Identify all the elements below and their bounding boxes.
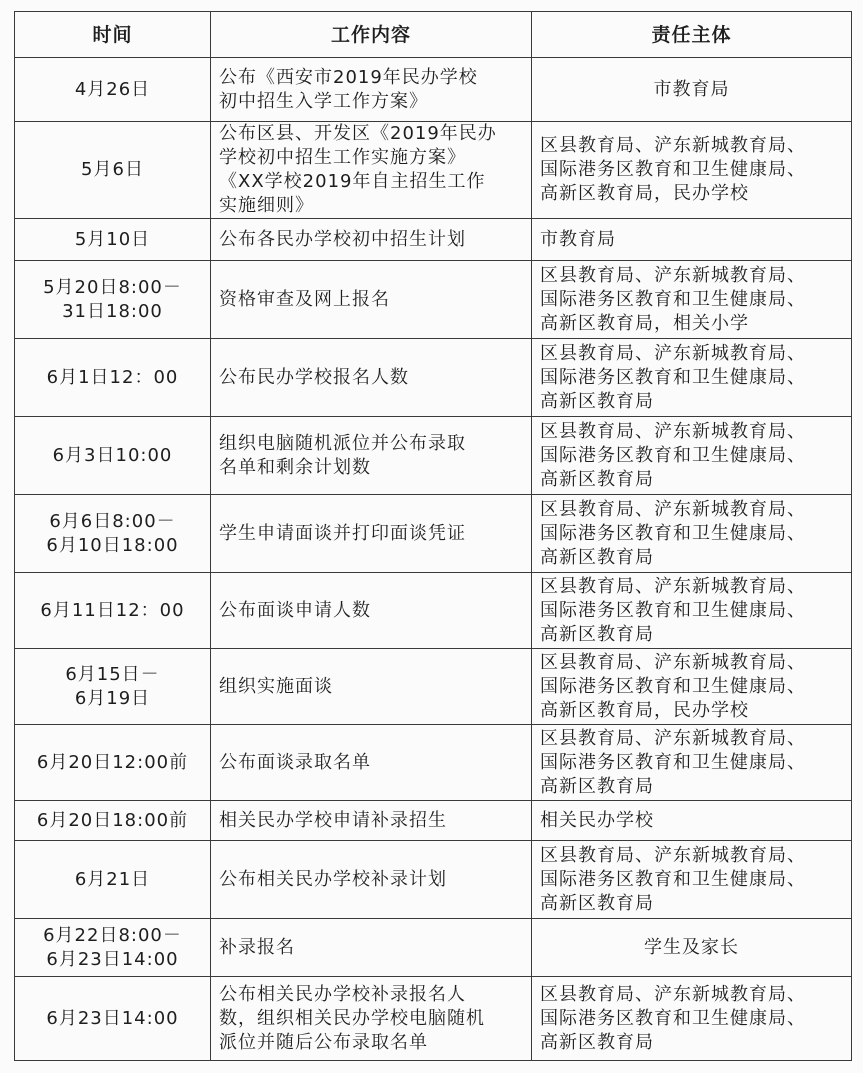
cell-work: 公布区县、开发区《2019年民办 学校初中招生工作实施方案》 《XX学校2019年自主招生工作 实施细则》 (211, 122, 532, 219)
cell-work: 公布相关民办学校补录报名人 数，组织相关民办学校电脑随机 派位并随后公布录取名单 (211, 977, 532, 1061)
table-header-row (15, 12, 852, 58)
cell-resp: 学生及家长 (532, 919, 852, 977)
table-row (15, 417, 852, 495)
cell-time: 6月21日 (15, 841, 211, 919)
cell-work: 学生申请面谈并打印面谈凭证 (211, 495, 532, 573)
cell-resp: 区县教育局、浐东新城教育局、 国际港务区教育和卫生健康局、 高新区教育局 (532, 725, 852, 801)
cell-time: 4月26日 (15, 58, 211, 122)
cell-time: 6月6日8:00－ 6月10日18:00 (15, 495, 211, 573)
header-time: 时间 (15, 12, 211, 58)
cell-resp: 区县教育局、浐东新城教育局、 国际港务区教育和卫生健康局、 高新区教育局 (532, 977, 852, 1061)
table-row (15, 219, 852, 261)
table-row (15, 801, 852, 841)
cell-time: 5月10日 (15, 219, 211, 261)
header-resp: 责任主体 (532, 12, 852, 58)
table-row (15, 495, 852, 573)
cell-time: 6月20日18:00前 (15, 801, 211, 841)
table-row (15, 841, 852, 919)
table-row (15, 573, 852, 649)
table-row (15, 122, 852, 219)
cell-resp: 市教育局 (532, 58, 852, 122)
cell-resp: 区县教育局、浐东新城教育局、 国际港务区教育和卫生健康局、 高新区教育局 (532, 573, 852, 649)
cell-time: 5月20日8:00－ 31日18:00 (15, 261, 211, 339)
table-row (15, 339, 852, 417)
table-row (15, 58, 852, 122)
cell-resp: 市教育局 (532, 219, 852, 261)
cell-time: 6月15日－ 6月19日 (15, 649, 211, 725)
cell-work: 补录报名 (211, 919, 532, 977)
table-row (15, 261, 852, 339)
cell-resp: 相关民办学校 (532, 801, 852, 841)
table-row (15, 725, 852, 801)
cell-resp: 区县教育局、浐东新城教育局、 国际港务区教育和卫生健康局、 高新区教育局，民办学校 (532, 649, 852, 725)
header-work: 工作内容 (211, 12, 532, 58)
cell-time: 6月1日12：00 (15, 339, 211, 417)
cell-work: 组织实施面谈 (211, 649, 532, 725)
table-row (15, 649, 852, 725)
cell-resp: 区县教育局、浐东新城教育局、 国际港务区教育和卫生健康局、 高新区教育局 (532, 417, 852, 495)
cell-time: 5月6日 (15, 122, 211, 219)
cell-work: 公布各民办学校初中招生计划 (211, 219, 532, 261)
table-row (15, 977, 852, 1061)
cell-time: 6月22日8:00－ 6月23日14:00 (15, 919, 211, 977)
cell-resp: 区县教育局、浐东新城教育局、 国际港务区教育和卫生健康局、 高新区教育局 (532, 339, 852, 417)
cell-resp: 区县教育局、浐东新城教育局、 国际港务区教育和卫生健康局、 高新区教育局，相关小学 (532, 261, 852, 339)
cell-work: 公布面谈录取名单 (211, 725, 532, 801)
cell-work: 公布相关民办学校补录计划 (211, 841, 532, 919)
cell-work: 公布民办学校报名人数 (211, 339, 532, 417)
cell-resp: 区县教育局、浐东新城教育局、 国际港务区教育和卫生健康局、 高新区教育局，民办学校 (532, 122, 852, 219)
table-row (15, 919, 852, 977)
cell-time: 6月3日10:00 (15, 417, 211, 495)
cell-work: 资格审查及网上报名 (211, 261, 532, 339)
cell-work: 相关民办学校申请补录招生 (211, 801, 532, 841)
cell-time: 6月11日12：00 (15, 573, 211, 649)
cell-time: 6月20日12:00前 (15, 725, 211, 801)
cell-work: 公布面谈申请人数 (211, 573, 532, 649)
cell-work: 公布《西安市2019年民办学校 初中招生入学工作方案》 (211, 58, 532, 122)
cell-resp: 区县教育局、浐东新城教育局、 国际港务区教育和卫生健康局、 高新区教育局 (532, 841, 852, 919)
cell-resp: 区县教育局、浐东新城教育局、 国际港务区教育和卫生健康局、 高新区教育局 (532, 495, 852, 573)
cell-work: 组织电脑随机派位并公布录取 名单和剩余计划数 (211, 417, 532, 495)
enrollment-schedule-table (14, 11, 852, 1061)
cell-time: 6月23日14:00 (15, 977, 211, 1061)
